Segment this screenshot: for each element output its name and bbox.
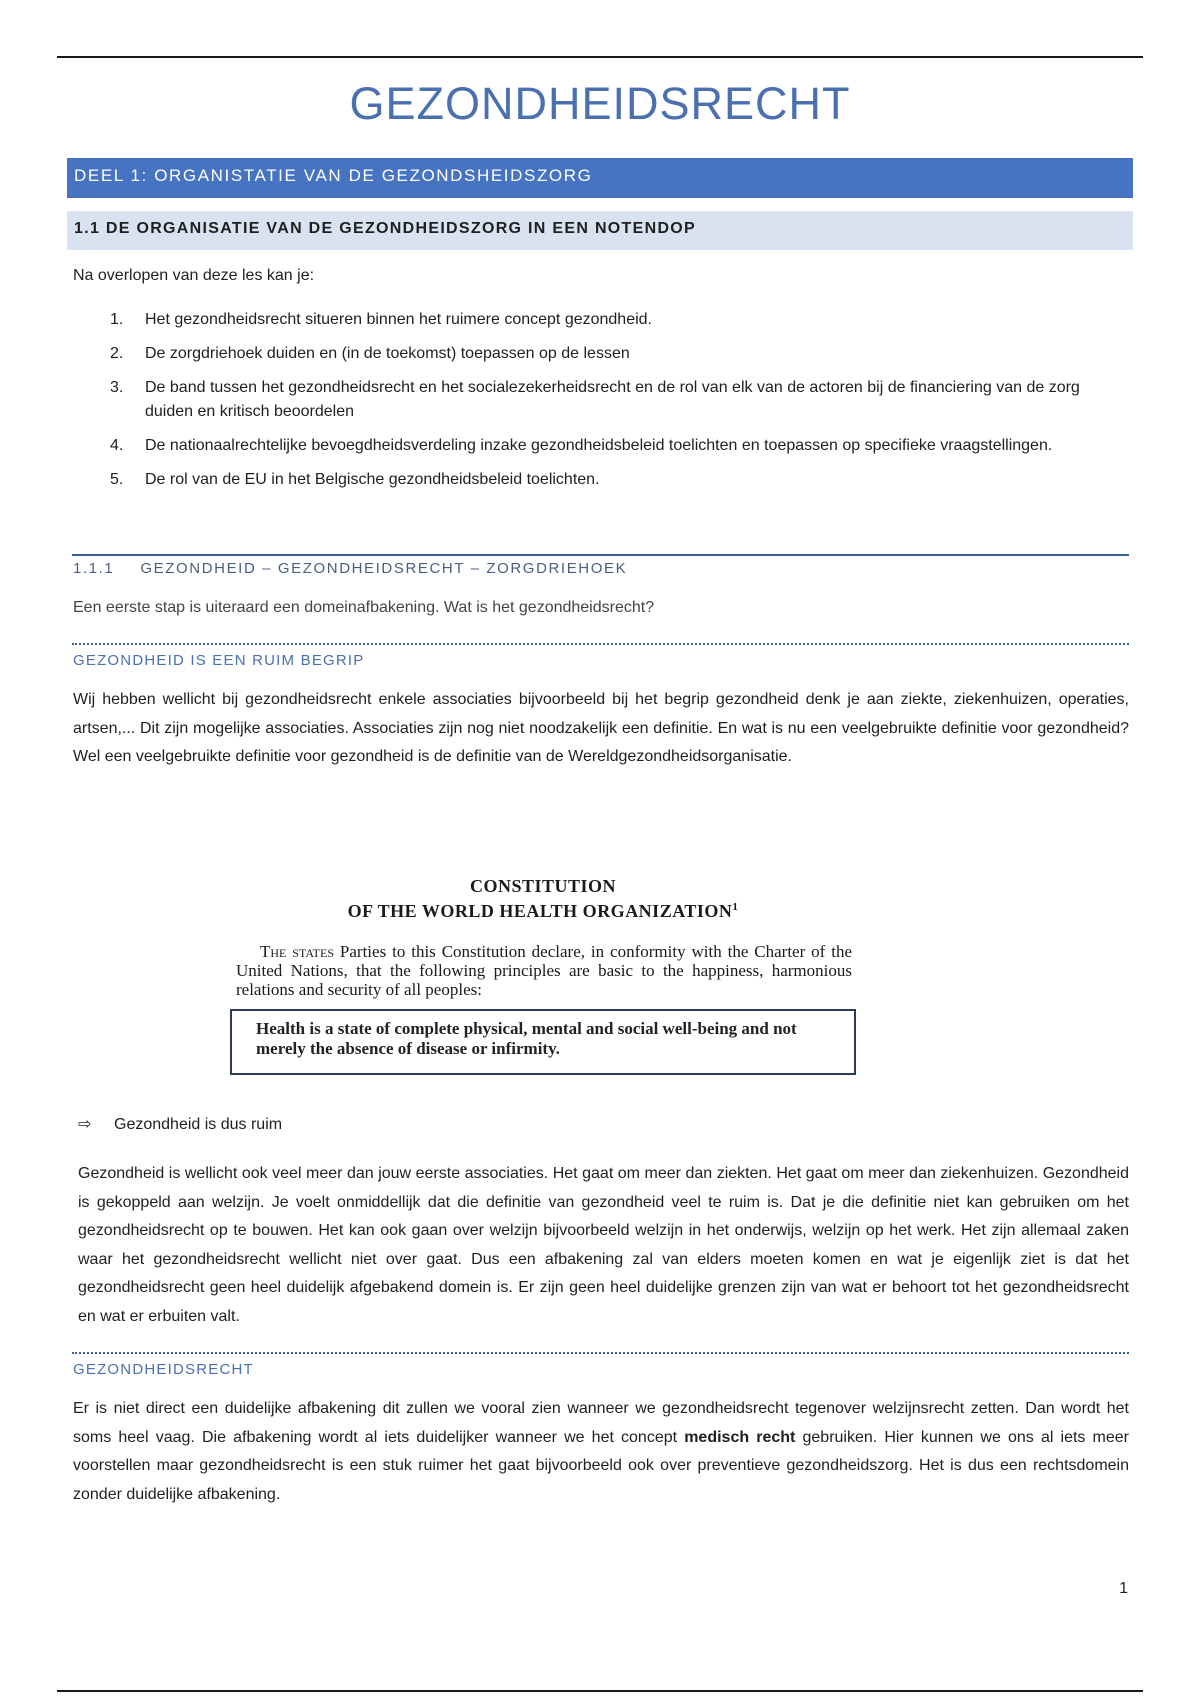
heading-1-1-1: [73, 560, 627, 577]
arrow-text: Gezondheid is dus ruim: [114, 1116, 283, 1133]
bottom-rule: [57, 1690, 1143, 1692]
list-number: 3.: [110, 379, 124, 396]
list-item: [100, 434, 1130, 458]
who-title-line1: CONSTITUTION: [469, 876, 617, 896]
heading-title: GEZONDHEID – GEZONDHEIDSRECHT – ZORGDRIEHOEK: [140, 560, 628, 577]
list-text: Het gezondheidsrecht situeren binnen het ruimere concept gezondheid.: [145, 311, 652, 328]
paragraph-delimitation: [73, 1395, 1129, 1509]
who-definition-box: Health is a state of complete physical, mental and social well-being and not merely the absence of disease or infirmity.: [230, 1009, 856, 1075]
who-title-text: OF THE WORLD HEALTH ORGANIZATION: [347, 901, 733, 921]
who-preamble: [230, 942, 856, 999]
list-number: 1.: [110, 311, 124, 328]
heading-rule: [72, 554, 1129, 556]
list-text: De zorgdriehoek duiden en (in de toekomst) toepassen op de lessen: [145, 345, 630, 362]
list-text: De rol van de EU in het Belgische gezondheidsbeleid toelichten.: [145, 471, 600, 488]
paragraph-wellbeing: Gezondheid is wellicht ook veel meer dan jouw eerste associaties. Het gaat om meer dan ziekten. Het gaat om meer dan ziekenhuizen. Gezondheid is gekoppeld aan welzijn. Je voelt onmiddellijk dat die definitie van gezondheid veel te ruim is. Dat je die definitie niet kan gebruiken om het gezondheidsrecht op te bouwen. Het kan ook gaan over welzijn bijvoorbeeld welzijn in het onderwijs, welzijn op het werk. Het zijn allemaal zaken waar het gezondheidsrecht wellicht niet over gaat. Dus een afbakening zal van elders moeten komen en wat je eigenlijk ziet is dat het gezondheidsrecht geen heel duidelijk afgebakend domein is. Er zijn geen heel duidelijke grenzen zijn van wat er behoort tot het gezondheidsrecht en wat er erbuiten valt.: [78, 1165, 1129, 1325]
arrow-bullet: [78, 1114, 282, 1134]
list-item: [100, 468, 1130, 492]
intro-paragraph: Een eerste stap is uiteraard een domeinafbakening. Wat is het gezondheidsrecht?: [73, 599, 655, 616]
paragraph-text: gebruiken. Hier kunnen we ons al iets meer voorstellen maar gezondheidsrecht is een stuk ruimer het gaat bijvoorbeeld ook over preventieve gezondheidszorg. Het is dus een rechtsdomein zonder duidelijke afbakening.: [73, 1428, 1129, 1503]
who-constitution-excerpt: [230, 876, 856, 1075]
dotted-divider: [72, 643, 1129, 645]
list-item: [100, 308, 1130, 332]
dotted-divider: [72, 1352, 1129, 1354]
list-text: De band tussen het gezondheidsrecht en het socialezekerheidsrecht en de rol van elk van de actoren bij de financiering van de zorg duiden en kritisch beoordelen: [145, 379, 1080, 420]
list-number: 5.: [110, 471, 124, 488]
paragraph-text: Er is niet direct een duidelijke afbakening dit zullen we vooral zien wanneer we gezondheidsrecht tegenover welzijnsrecht zetten. Dan wordt het soms heel vaag. Die afbakening wordt al iets duidelijker wanneer we het concept: [73, 1400, 1129, 1446]
bold-term: medisch recht: [684, 1428, 796, 1446]
subsection-heading-bar: 1.1 DE ORGANISATIE VAN DE GEZONDHEIDSZORG IN EEN NOTENDOP: [67, 211, 1133, 250]
who-preamble-lead: The states: [260, 942, 335, 961]
top-rule: [57, 56, 1143, 58]
who-preamble-text: Parties to this Constitution declare, in conformity with the Charter of the United Nations, that the following principles are basic to the happiness, harmonious relations and security of all peoples:: [236, 942, 853, 999]
section-heading-bar: DEEL 1: ORGANISTATIE VAN DE GEZONDSHEIDSZORG: [67, 158, 1133, 198]
list-item: [100, 342, 1130, 366]
document-title: GEZONDHEIDSRECHT: [349, 78, 851, 129]
heading-number: 1.1.1: [73, 560, 115, 577]
learning-goals-list: [100, 308, 1130, 502]
list-text: De nationaalrechtelijke bevoegdheidsverdeling inzake gezondheidsbeleid toelichten en toepassen op specifieke vraagstellingen.: [145, 437, 1053, 454]
list-item: [100, 376, 1130, 424]
list-number: 4.: [110, 437, 124, 454]
heading-gezondheid-ruim: GEZONDHEID IS EEN RUIM BEGRIP: [73, 652, 365, 669]
footnote-marker: 1: [732, 901, 739, 913]
heading-gezondheidsrecht: GEZONDHEIDSRECHT: [73, 1361, 254, 1378]
who-title-line2: [230, 897, 856, 922]
paragraph-associations: Wij hebben wellicht bij gezondheidsrecht enkele associaties bijvoorbeeld bij het begrip gezondheid denk je aan ziekte, ziekenhuizen, operaties, artsen,... Dit zijn mogelijke associaties. Associaties zijn nog niet noodzakelijk een definitie. En wat is nu een veelgebruikte definitie voor gezondheid? Wel een veelgebruikte definitie voor gezondheid is de definitie van de Wereldgezondheidsorganisatie.: [73, 691, 1129, 765]
page-number: 1: [1119, 1580, 1128, 1597]
learning-goals-lead: Na overlopen van deze les kan je:: [73, 267, 315, 284]
arrow-right-icon: ⇨: [78, 1116, 92, 1133]
list-number: 2.: [110, 345, 124, 362]
